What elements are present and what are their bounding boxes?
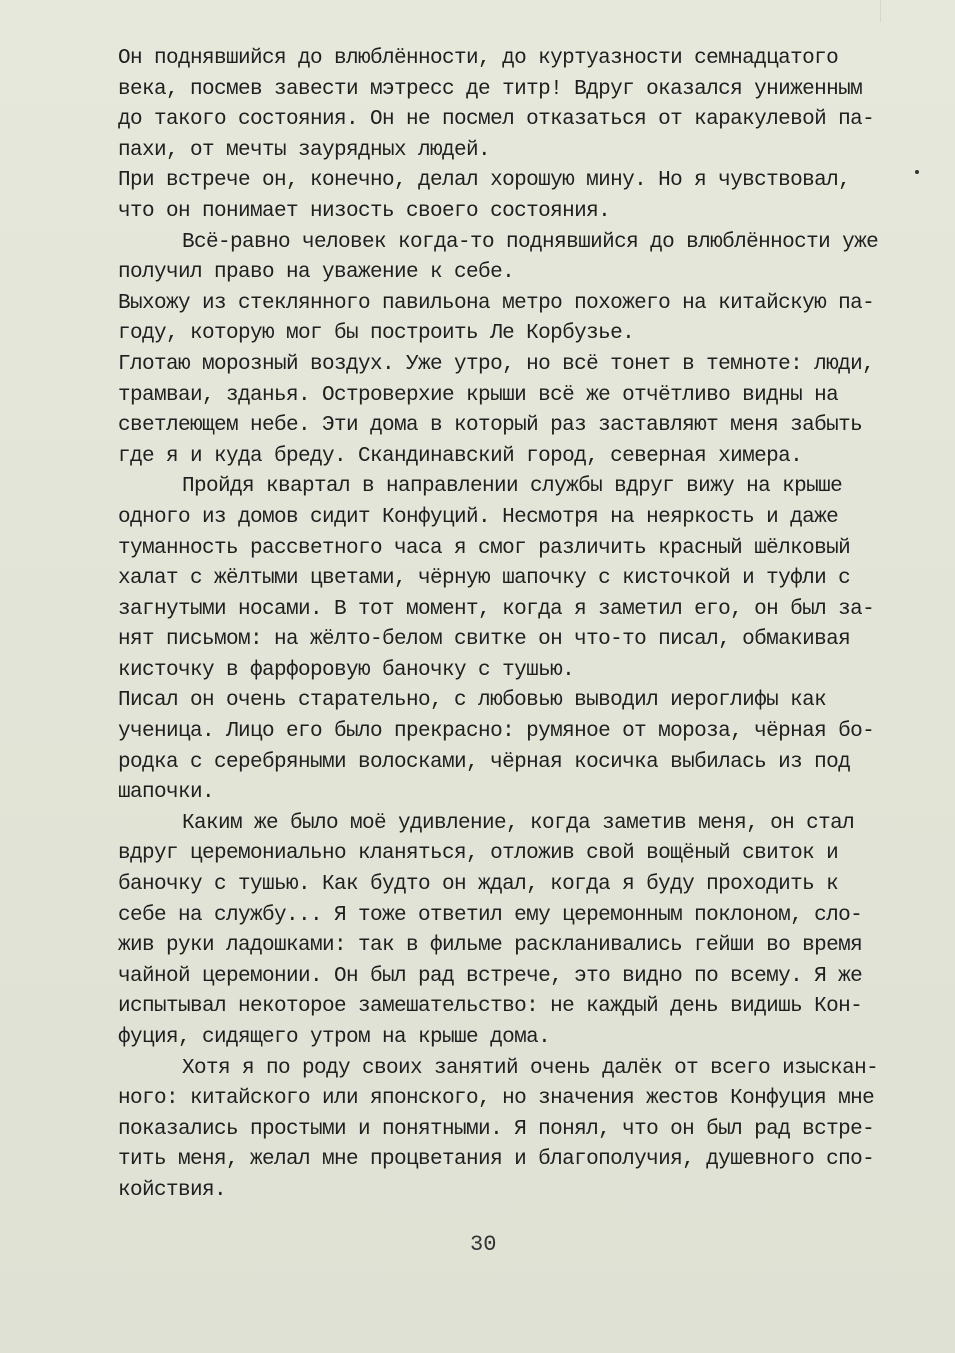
text-line: родка с серебряными волосками, чёрная косичка выбилась из под [118,750,851,774]
text-line: При встрече он, конечно, делал хорошую мину. Но я чувствовал, [118,169,851,193]
text-line: одного из домов сидит Конфуций. Несмотря на неяркость и даже [118,505,839,529]
text-line: нят письмом: на жёлто-белом свитке он что-то писал, обмакивая [118,628,851,652]
text-line: трамваи, зданья. Островерхие крыши всё же отчётливо видны на [118,383,839,407]
text-line: испытывал некоторое замешательство: не каждый день видишь Кон- [118,995,863,1019]
text-line: вдруг церемониально кланяться, отложив свой вощёный свиток и [118,842,839,866]
page-corner-mark [880,0,895,22]
text-line: Глотаю морозный воздух. Уже утро, но всё тонет в темноте: люди, [118,352,875,376]
text-line: Выхожу из стеклянного павильона метро похожего на китайскую па- [118,291,875,315]
text-line: светлеющем небе. Эти дома в который раз заставляют меня забыть [118,414,863,438]
text-line: загнутыми носами. В тот момент, когда я заметил его, он был за- [118,597,875,621]
text-line: ученица. Лицо его было прекрасно: румяное от мороза, чёрная бо- [118,720,875,744]
page-number: 30 [470,1232,497,1257]
text-line: где я и куда бреду. Скандинавский город, северная химера. [118,444,803,468]
text-line: ного: китайского или японского, но значения жестов Конфуция мне [118,1087,875,1111]
text-line: века, посмев завести мэтресс де титр! Вдруг оказался униженным [118,77,863,101]
text-line: шапочки. [118,781,215,805]
text-line: Всё-равно человек когда-то поднявшийся до влюблённости уже [182,230,879,254]
text-line: себе на службу... Я тоже ответил ему церемонным поклоном, сло- [118,903,863,927]
text-line: до такого состояния. Он не посмел отказаться от каракулевой па- [118,108,875,132]
text-line: жив руки ладошками: так в фильме раскланивались гейши во время [118,934,863,958]
text-line: чайной церемонии. Он был рад встрече, это видно по всему. Я же [118,964,863,988]
text-line: Он поднявшийся до влюблённости, до куртуазности семнадцатого [118,47,839,70]
text-line: что он понимает низость своего состояния. [118,199,611,223]
text-line: Писал он очень старательно, с любовью выводил иероглифы как [118,689,827,713]
text-line: тить меня, желал мне процветания и благополучия, душевного спо- [118,1148,875,1172]
text-line: Каким же было моё удивление, когда заметив меня, он стал [182,811,855,835]
text-line: году, которую мог бы построить Ле Корбузье. [118,322,635,346]
text-line: баночку с тушью. Как будто он ждал, когда я буду проходить к [118,873,839,897]
text-line: Пройдя квартал в направлении службы вдруг вижу на крыше [182,475,843,499]
text-line: халат с жёлтыми цветами, чёрную шапочку с кисточкой и туфли с [118,567,851,591]
text-line: кисточку в фарфоровую баночку с тушью. [118,658,575,682]
text-line: получил право на уважение к себе. [118,261,515,285]
text-line: показались простыми и понятными. Я понял, что он был рад встре- [118,1117,875,1141]
body-text [118,44,918,1207]
text-line: фуция, сидящего утром на крыше дома. [118,1026,551,1049]
text-line: койствия. [118,1178,227,1202]
text-line: туманность рассветного часа я смог различить красный шёлковый [118,536,851,560]
text-line: Хотя я по роду своих занятий очень далёк от всего изыскан- [182,1056,879,1080]
text-line: пахи, от мечты заурядных людей. [118,138,491,162]
